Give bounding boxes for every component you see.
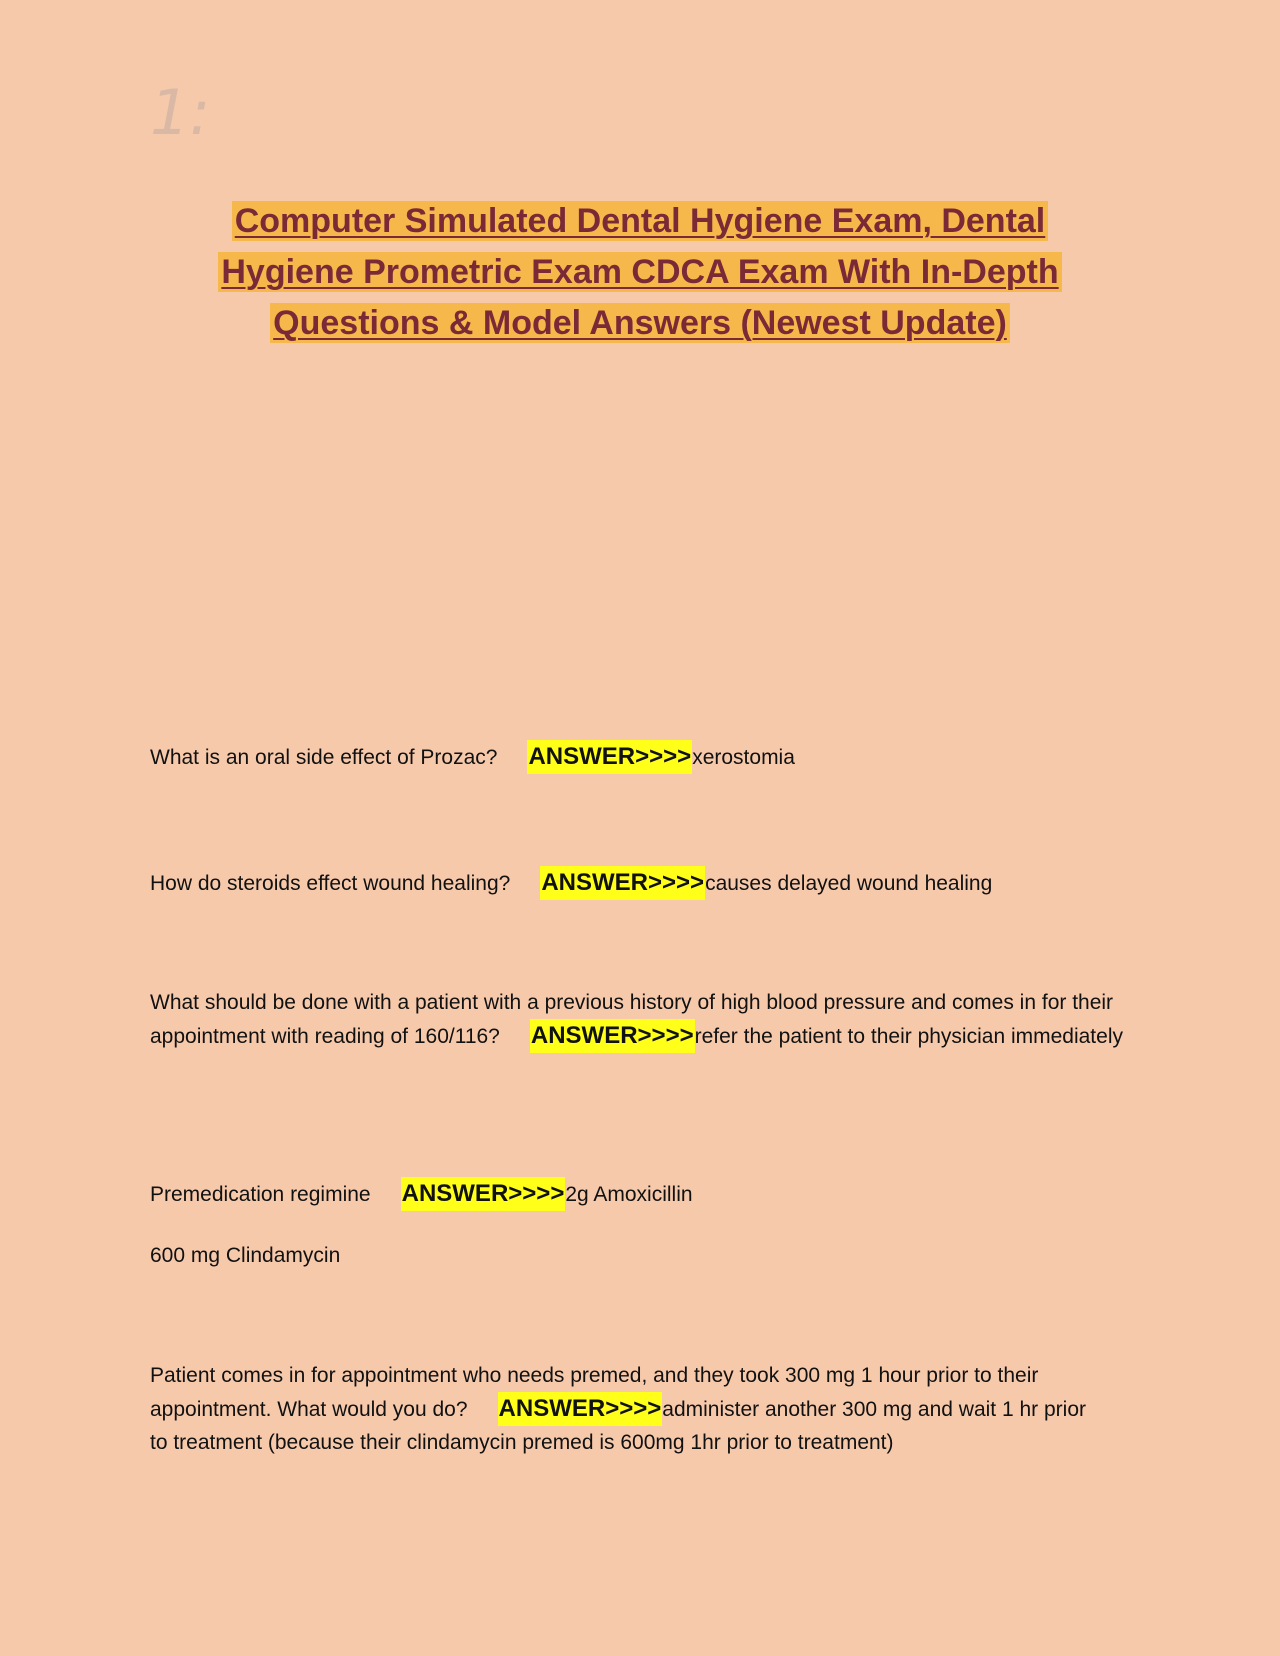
document-title — [150, 196, 1130, 349]
qa-item — [150, 986, 1140, 1053]
answer-label: ANSWER>>>> — [498, 1392, 663, 1426]
answer-label: ANSWER>>>> — [527, 740, 692, 774]
qa-item — [150, 1359, 1090, 1459]
title-line-1: Computer Simulated Dental Hygiene Exam, Dental — [232, 201, 1049, 241]
qa-item — [150, 1177, 1140, 1212]
qa-extra-line: 600 mg Clindamycin — [150, 1244, 341, 1267]
answer-label: ANSWER>>>> — [401, 1177, 566, 1211]
question-text: How do steroids effect wound healing? — [150, 872, 511, 895]
question-text: What should be done with a patient with a previous history of high blood pressure and comes in for their appointment with reading of 160/116? — [150, 991, 1114, 1048]
qa-item — [150, 740, 1140, 775]
answer-text: xerostomia — [692, 746, 795, 769]
question-text: Premedication regimine — [150, 1183, 371, 1206]
answer-label: ANSWER>>>> — [530, 1019, 695, 1053]
question-text: Patient comes in for appointment who needs premed, and they took 300 mg 1 hour prior to their appointment. What would you do? — [150, 1364, 1039, 1421]
answer-label: ANSWER>>>> — [540, 866, 705, 900]
answer-text: causes delayed wound healing — [705, 872, 993, 895]
title-line-3: Questions & Model Answers (Newest Update) — [270, 303, 1010, 343]
answer-text: administer another 300 mg and wait 1 hr prior to treatment (because their clindamycin premed is 600mg 1hr prior to treatment) — [150, 1398, 1087, 1454]
answer-text: 2g Amoxicillin — [565, 1183, 693, 1206]
title-line-2: Hygiene Prometric Exam CDCA Exam With In-Depth — [218, 252, 1061, 292]
question-text: What is an oral side effect of Prozac? — [150, 746, 498, 769]
qa-item — [150, 866, 1140, 901]
page-number: 1: — [150, 76, 211, 149]
answer-text: refer the patient to their physician immediately — [694, 1025, 1123, 1048]
